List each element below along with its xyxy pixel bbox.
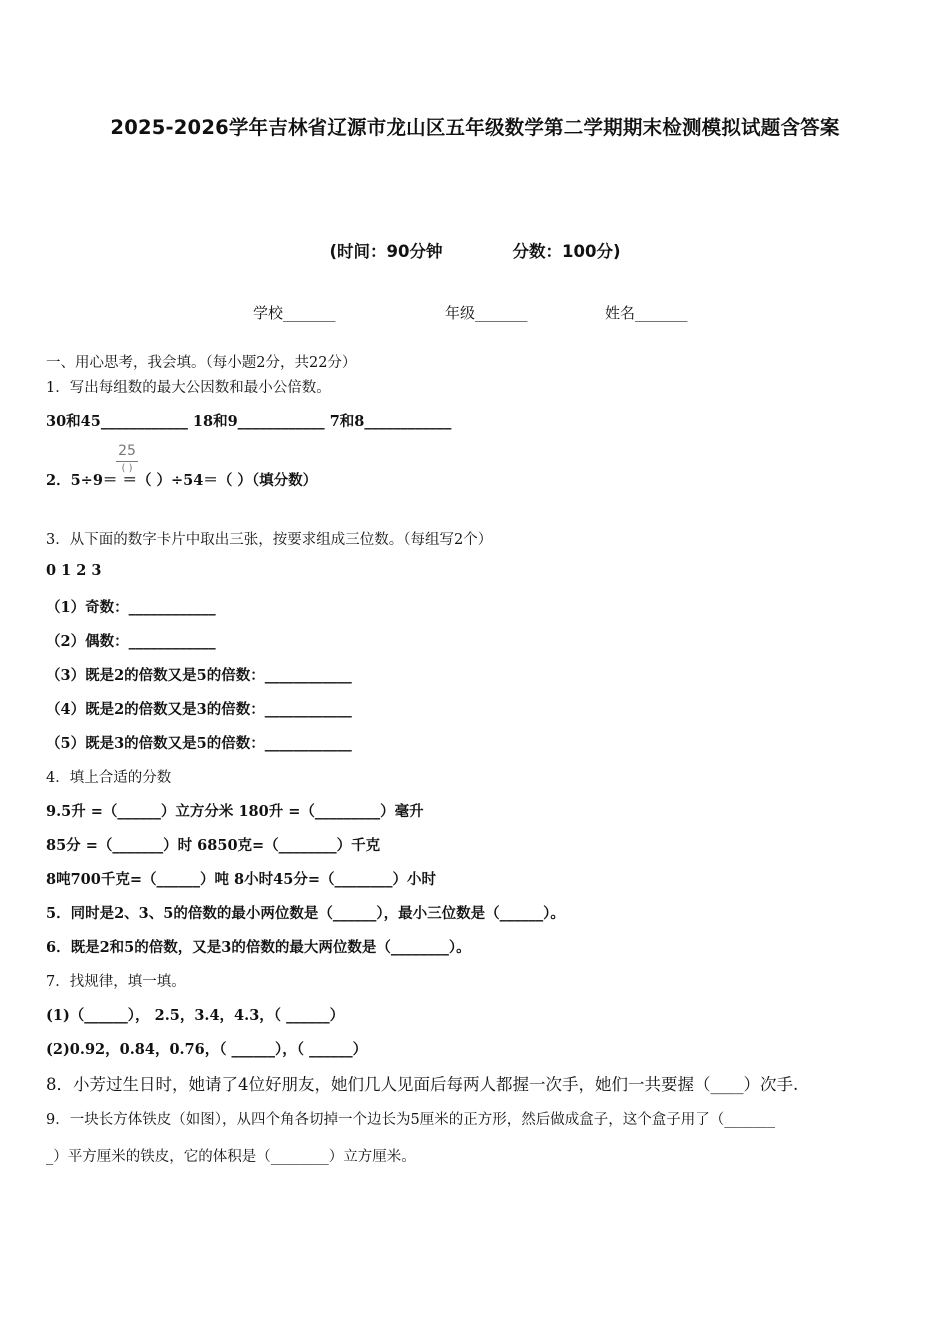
question-4: 4．填上合适的分数 [46, 770, 172, 786]
q3-even: （2）偶数：____________ [46, 633, 216, 650]
question-5: 5．同时是2、3、5的倍数的最小两位数是（______），最小三位数是（______）。 [46, 905, 565, 922]
question-9-cont: _）平方厘米的铁皮，它的体积是（________）立方厘米。 [46, 1149, 416, 1165]
section-heading: 一、用心思考，我会填。（每小题2分，共22分） [46, 355, 357, 371]
question-8: 8．小芳过生日时，她请了4位好朋友，她们几人见面后每两人都握一次手，她们一共要握（____）次手. [46, 1075, 799, 1094]
q3-multiple-2-3: （4）既是2的倍数又是3的倍数：____________ [46, 701, 352, 718]
q7-sequence-2: (2)0.92，0.84，0.76，（ ______），（ ______） [46, 1041, 368, 1058]
exam-time-score [0, 238, 950, 262]
fraction-numerator: 25 [116, 443, 138, 462]
time-label: (时间：90分钟 [329, 242, 443, 261]
question-7: 7．找规律，填一填。 [46, 974, 186, 990]
question-1: 1．写出每组数的最大公因数和最小公倍数。 [46, 380, 331, 396]
name-field: 姓名_______ [605, 304, 688, 322]
question-3: 3．从下面的数字卡片中取出三张，按要求组成三位数。（每组写2个） [46, 532, 493, 548]
fraction-denominator: ( ) [121, 463, 133, 474]
q3-odd: （1）奇数：____________ [46, 599, 216, 616]
question-2: 2．5÷9＝ ＝（ ）÷54＝（ ）（填分数） [46, 472, 318, 489]
digit-cards: 0 1 2 3 [46, 562, 102, 579]
question-9: 9．一块长方体铁皮（如图），从四个角各切掉一个边长为5厘米的正方形，然后做成盒子，这个盒子用了（_______ [46, 1112, 775, 1128]
q7-sequence-1: (1)（______）， 2.5，3.4，4.3，（ ______） [46, 1007, 345, 1024]
question-1-blanks: 30和45____________ 18和9____________ 7和8____________ [46, 413, 452, 430]
school-field: 学校_______ [253, 304, 336, 322]
q3-multiple-3-5: （5）既是3的倍数又是5的倍数：____________ [46, 735, 352, 752]
q4-row-3: 8吨700千克=（______）吨 8小时45分=（________）小时 [46, 871, 436, 888]
q3-multiple-2-5: （3）既是2的倍数又是5的倍数：____________ [46, 667, 352, 684]
question-6: 6．既是2和5的倍数，又是3的倍数的最大两位数是（________）。 [46, 939, 471, 956]
q4-row-2: 85分 =（_______）时 6850克=（________）千克 [46, 837, 381, 854]
grade-field: 年级_______ [445, 304, 528, 322]
page-title: 2025-2026学年吉林省辽源市龙山区五年级数学第二学期期末检测模拟试题含答案 [110, 116, 840, 139]
score-label: 分数：100分) [512, 242, 621, 261]
q4-row-1: 9.5升 =（______）立方分米 180升 =（_________）毫升 [46, 803, 424, 820]
